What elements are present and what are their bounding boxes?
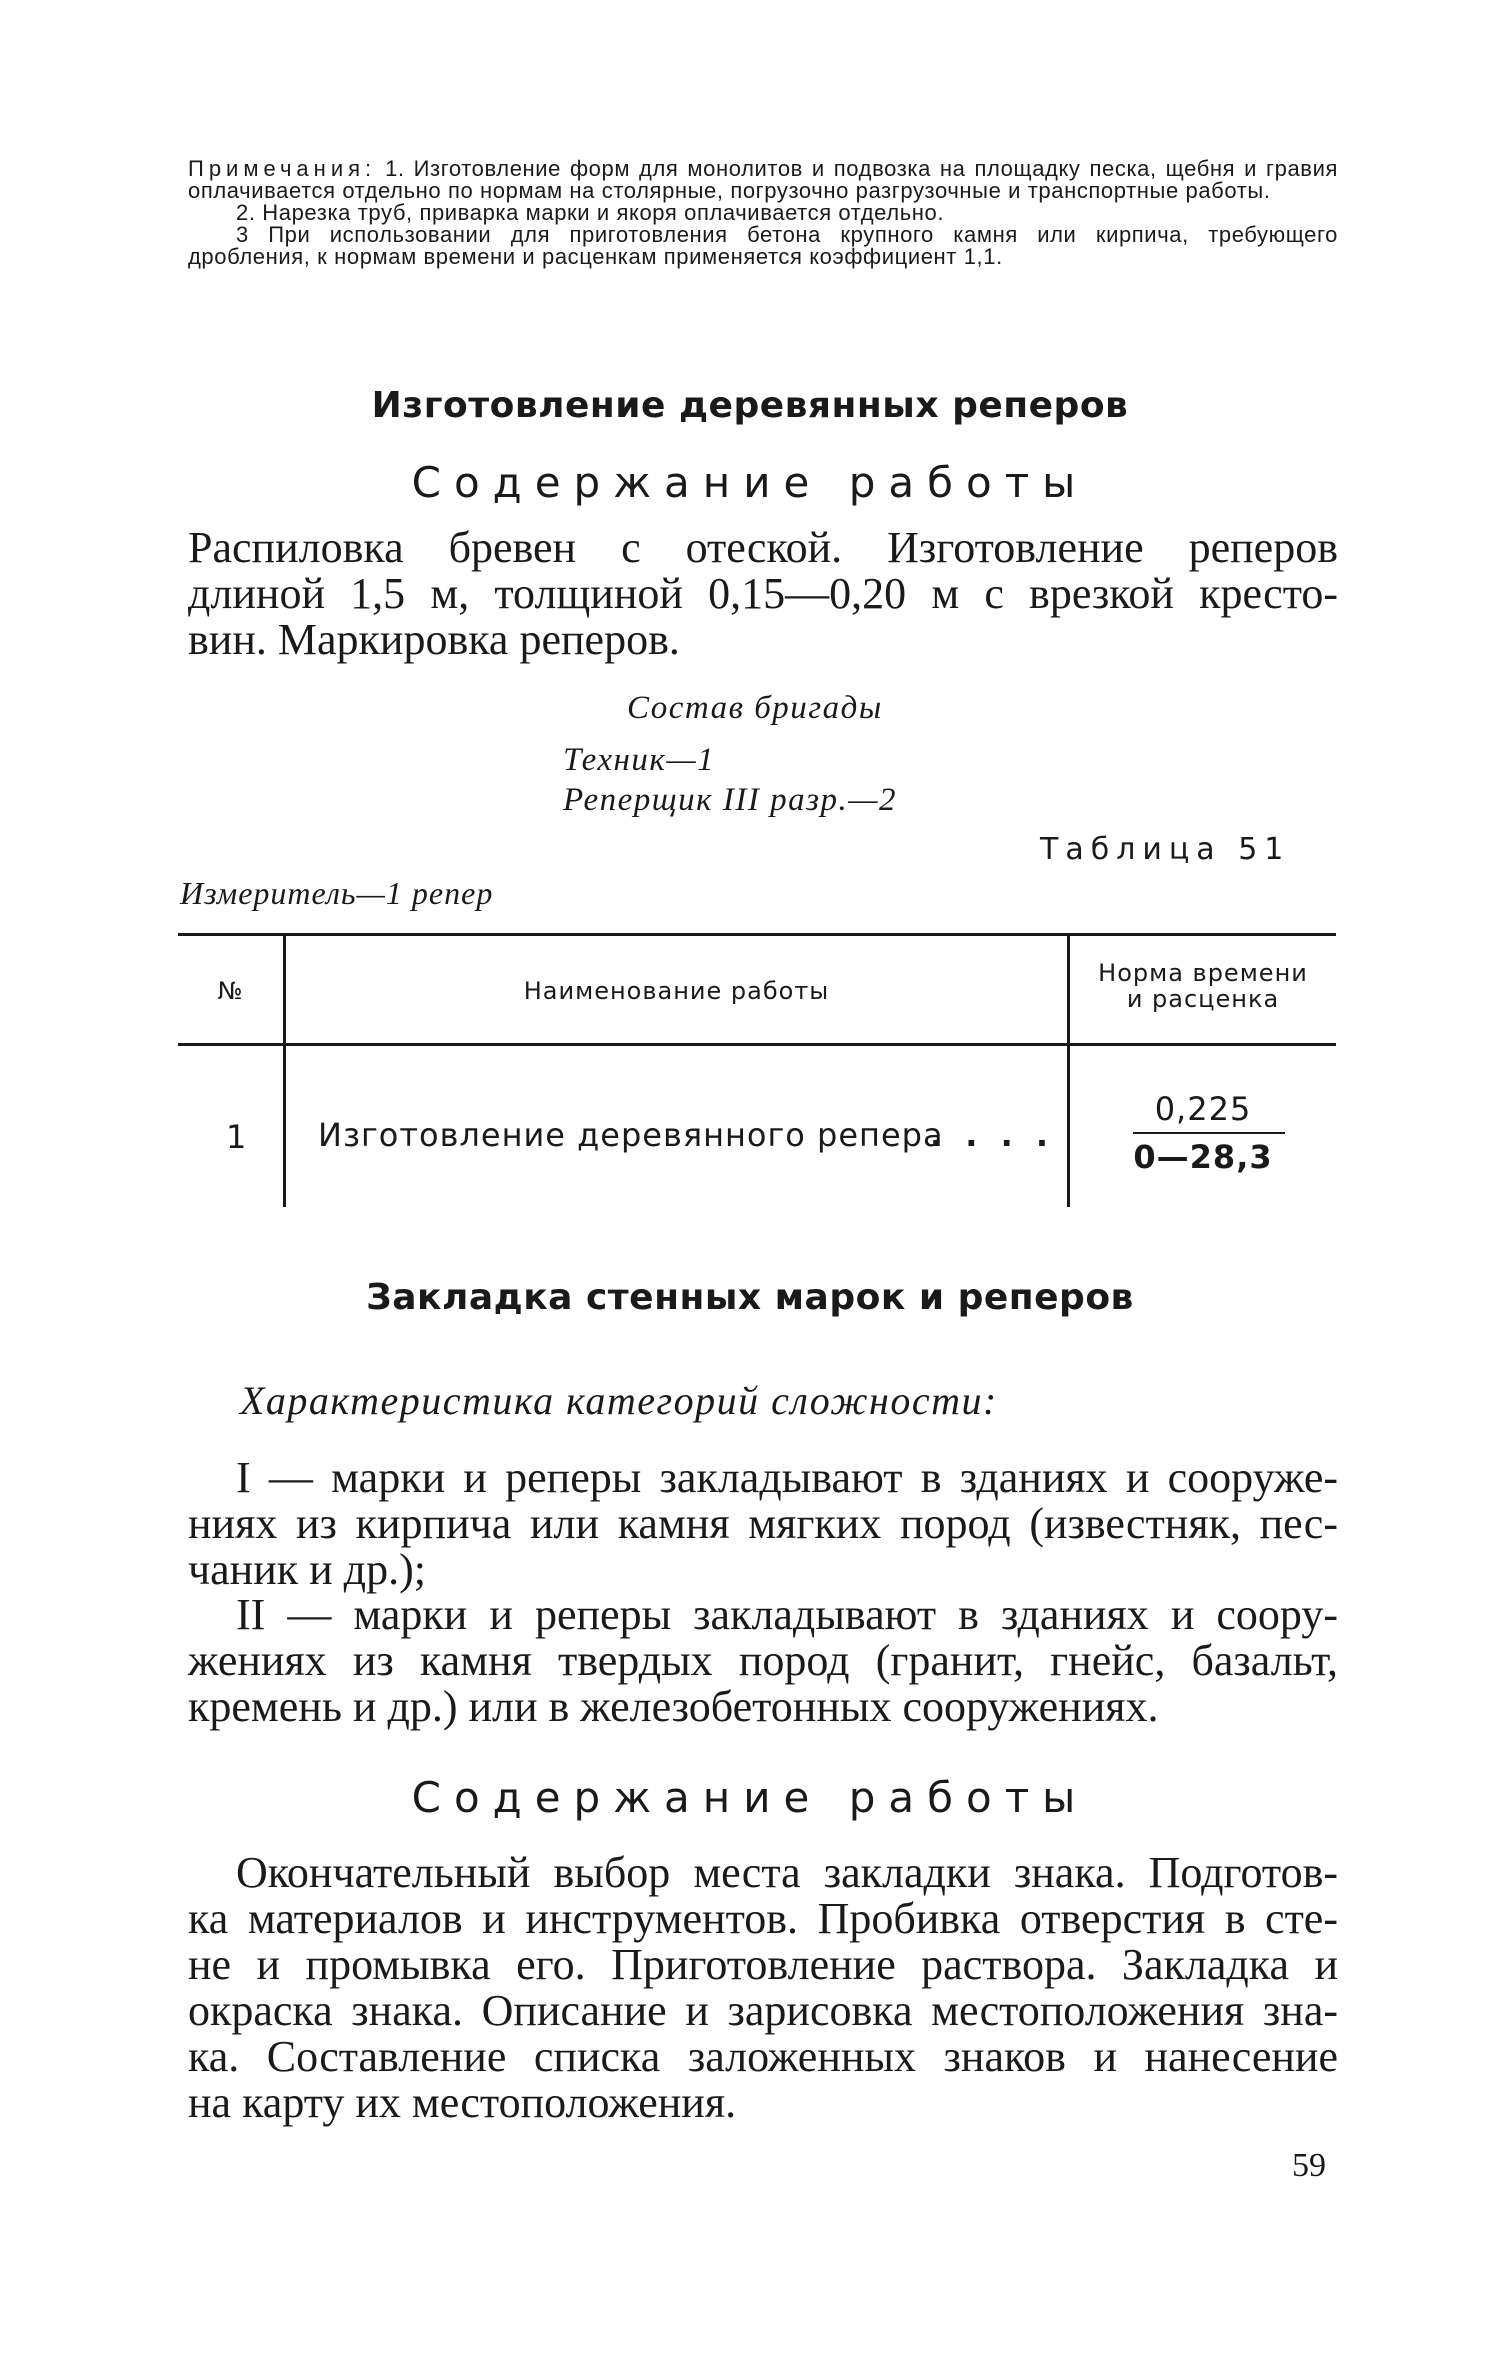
page-number: 59 bbox=[1292, 2147, 1326, 2184]
table-meter: Измеритель—1 репер bbox=[180, 875, 494, 911]
category-2-line: II — марки и реперы закладывают в зданиях и соору- bbox=[236, 1590, 1338, 1639]
section2-body-line: ка материалов и инструментов. Пробивка отверстия в сте- bbox=[188, 1894, 1338, 1943]
table-header-norm-line2: и расценка bbox=[1126, 985, 1280, 1013]
category-1-line: ниях из кирпича или камня мягких пород (известняк, пес- bbox=[188, 1499, 1338, 1548]
crew-line: Реперщик III разр.—2 bbox=[563, 782, 898, 818]
table-number: Таблица 51 bbox=[1040, 832, 1291, 867]
table-col-divider-1 bbox=[283, 935, 286, 1207]
category-2-line: жениях из камня твердых пород (гранит, гнейс, базальт, bbox=[188, 1636, 1338, 1685]
table-header-num: № bbox=[217, 977, 244, 1005]
section1-body-line: длиной 1,5 м, толщиной 0,15—0,20 м с врезкой кресто- bbox=[188, 569, 1338, 618]
category-1-line: чаник и др.); bbox=[188, 1545, 426, 1594]
section1-body-line: Распиловка бревен с отеской. Изготовление реперов bbox=[188, 523, 1338, 572]
section2-body-line: ка. Составление списка заложенных знаков и нанесение bbox=[188, 2032, 1338, 2081]
table-row-num: 1 bbox=[226, 1118, 248, 1156]
section2-subtitle: Содержание работы bbox=[411, 1773, 1089, 1822]
table-row-name: Изготовление деревянного репера bbox=[318, 1116, 944, 1154]
section2-body-line: не и промывка его. Приготовление раствора. Закладка и bbox=[188, 1940, 1338, 1989]
section2-body-line: на карту их местоположения. bbox=[188, 2078, 737, 2127]
note-1-text: 1. Изготовление форм для монолитов и подвозка на площадку песка, щебня и гравия оплачивается отдельно по нормам на столярные, погрузочно разгрузочные и транспортные работы. bbox=[188, 156, 1338, 203]
fraction-bar bbox=[1133, 1132, 1285, 1134]
category-2 bbox=[188, 1592, 1338, 1730]
table-top-rule bbox=[178, 933, 1336, 936]
categories-title: Характеристика категорий сложности: bbox=[240, 1378, 998, 1423]
crew-title: Состав бригады bbox=[627, 690, 883, 726]
section2-body-line: окраска знака. Описание и зарисовка местоположения зна- bbox=[188, 1986, 1338, 2035]
notes-label: Примечания: bbox=[188, 156, 377, 181]
section1-title: Изготовление деревянных реперов bbox=[371, 385, 1129, 426]
note-1 bbox=[188, 158, 1338, 202]
section1-body bbox=[188, 525, 1338, 663]
category-1 bbox=[188, 1455, 1338, 1593]
crew-line: Техник—1 bbox=[563, 742, 716, 778]
note-2: 2. Нарезка труб, приварка марки и якоря оплачивается отдельно. bbox=[236, 200, 945, 225]
notes-block bbox=[188, 158, 1338, 268]
section1-body-line: вин. Маркировка реперов. bbox=[188, 615, 680, 664]
section2-body-line: Окончательный выбор места закладки знака. Подготов- bbox=[236, 1848, 1338, 1897]
table-header-norm-line1: Норма времени bbox=[1098, 959, 1308, 987]
table-row-norm-top: 0,225 bbox=[1154, 1090, 1252, 1128]
table-row-dots: . . . . bbox=[930, 1116, 1055, 1154]
table-header-name: Наименование работы bbox=[523, 977, 830, 1005]
table-row-norm-bottom: 0—28,3 bbox=[1133, 1138, 1273, 1176]
section2-body bbox=[188, 1850, 1338, 2126]
category-1-line: I — марки и реперы закладывают в зданиях и сооруже- bbox=[236, 1453, 1338, 1502]
category-2-line: кремень и др.) или в железобетонных сооружениях. bbox=[188, 1682, 1159, 1731]
section2-title: Закладка стенных марок и реперов bbox=[366, 1277, 1134, 1318]
table-header-rule bbox=[178, 1043, 1336, 1046]
note-3: 3 При использовании для приготовления бетона крупного камня или кирпича, требующего дробления, к нормам времени и расценкам применяется коэффициент 1,1. bbox=[188, 222, 1338, 269]
section1-subtitle: Содержание работы bbox=[411, 458, 1089, 507]
